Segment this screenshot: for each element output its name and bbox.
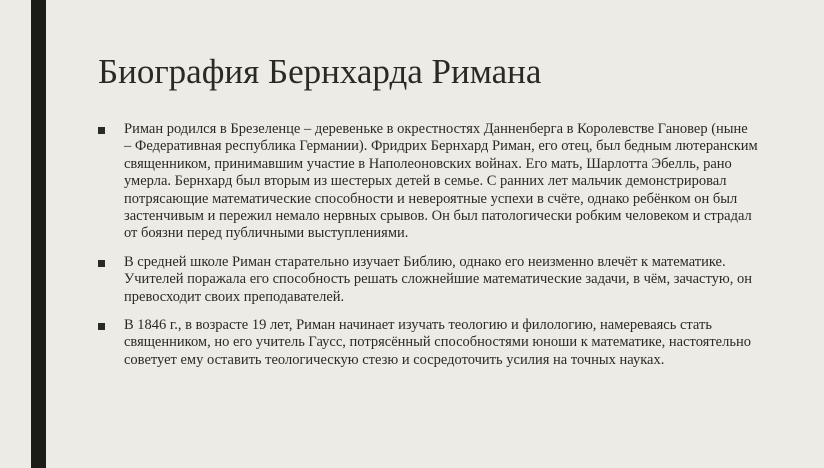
bullet-text: В средней школе Риман старательно изучает Библию, однако его неизменно влечёт к математике. Учителей поражала его способность решать сложнейшие математические задачи, в чём, зачастую, он превосходит своих преподавателей. bbox=[124, 253, 752, 305]
square-bullet-icon bbox=[98, 127, 105, 134]
slide-title: Биография Бернхарда Римана bbox=[98, 52, 542, 91]
square-bullet-icon bbox=[98, 260, 105, 267]
bullet-item bbox=[98, 121, 758, 243]
bullet-item bbox=[98, 254, 758, 306]
bullet-item bbox=[98, 317, 758, 369]
bullet-list bbox=[98, 121, 758, 380]
square-bullet-icon bbox=[98, 323, 105, 330]
accent-bar bbox=[31, 0, 46, 468]
bullet-text: Риман родился в Брезеленце – деревеньке в окрестностях Данненберга в Королевстве Гановер (ныне – Федеративная республика Германии). Фридрих Бернхард Риман, его отец, был бедным лютеранским священником, принимавшим участие в Наполеоновских войнах. Его мать, Шарлотта Эбелль, рано умерла. Бернхард был вторым из шестерых детей в семье. С ранних лет мальчик демонстрировал потрясающие математические способности и невероятные успехи в счёте, однако ребёнком он был застенчивым и пережил немало нервных срывов. Он был патологически робким человеком и страдал от боязни перед публичными выступлениями. bbox=[124, 121, 758, 242]
bullet-text: В 1846 г., в возрасте 19 лет, Риман начинает изучать теологию и филологию, намереваясь стать священником, но его учитель Гаусс, потрясённый способностями юноши к математике, настоятельно советует ему оставить теологическую стезю и сосредоточить усилия на точных науках. bbox=[124, 317, 751, 368]
